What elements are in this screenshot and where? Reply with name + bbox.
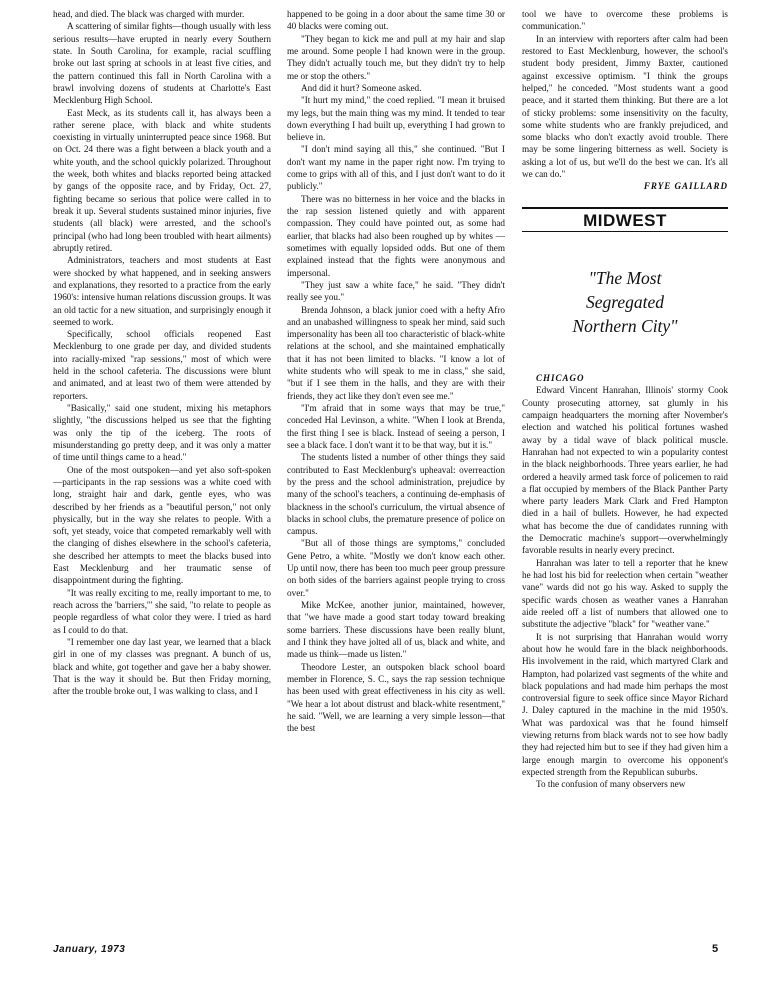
section-title: MIDWEST bbox=[583, 210, 667, 230]
paragraph: "Basically," said one student, mixing his metaphors slightly, "the discussions helped us see that the fighting was only the tip of the iceberg. The roots of misunderstanding go pretty deep, and it was only a matter of time until things came to a head." bbox=[53, 403, 271, 463]
text-column-right bbox=[522, 8, 728, 791]
paragraph: To the confusion of many observers new bbox=[536, 779, 686, 790]
paragraph: It is not surprising that Hanrahan would worry about how he would fare in the black neighborhoods. His involvement in the raid, which martyred Clark and Hampton, had polarized vast segments of the white and black populations and had made him perhaps the most controversial figure to seek office since Mayor Richard J. Daley captured in the machine in the mid 1950's. What was pardoxical was that he found himself viewing returns from black wards not to see how badly they had rejected him but to see if they had given him a large enough margin to overcome his opponent's expected strength from the Republican suburbs. bbox=[522, 631, 728, 777]
paragraph: head, and died. The black was charged with murder. bbox=[53, 9, 245, 19]
paragraph: In an interview with reporters after calm had been restored to East Mecklenburg, however, the school's student body president, Jimmy Baxter, cautioned against excessive optimism. "I think the groups helped," he conceded. "Most students want a good peace, and it started them thinking. But there are a lot of sticky problems: some insensitivity on the faculty, some white students who are frankly prejudiced, and some blacks who don't exactly avoid trouble. There may be some lingering bitterness as well. Society is asking a lot of us, but we'll do the best we can. It's all we can do." bbox=[522, 33, 728, 180]
headline-line: Segregated bbox=[585, 292, 665, 312]
paragraph: "I'm afraid that in some ways that may be true," conceded Hal Levinson, a white. "When I look at Brenda, the first thing I see is black. Instead of seeing a person, I see a black face. I don't want it to be that way, but it is." bbox=[287, 403, 505, 450]
issue-date: January, 1973 bbox=[53, 944, 126, 955]
byline: FRYE GAILLARD bbox=[643, 181, 728, 192]
paragraph: There was no bitterness in her voice and the blacks in the rap session listened quietly and with apparent compassion. They could have pointed out, as some had earlier, that blacks had also been roughed up by whites —sometimes with equally lopsided odds. But one of them explained instead that the fights were anonymous and impersonal. bbox=[287, 193, 505, 278]
paragraph: "It hurt my mind," the coed replied. "I mean it bruised my legs, but the main thing was my mind. It tended to tear down everything I had built up, everything I had grown to believe in. bbox=[287, 95, 505, 143]
paragraph: Brenda Johnson, a black junior coed with a hefty Afro and an unabashed willingness to speak her mind, said such impersonality has been all too characteristic of black-white relations at the school, and she maintained emphatically that it has not been limited to blacks. "I know a lot of white students who will speak to me in class," she said, "but if I see them in the halls, and they are with their friends, they act like they don't even see me." bbox=[287, 304, 505, 401]
paragraph: Hanrahan was later to tell a reporter that he knew he had lost his bid for reelection when certain "weather vane" wards did not go his way. Asked to supply the specific wards chosen as weather vanes a Hanrahan aide reeled off a list of numbers that allowed one to substitute the adjective "black" for "weather vane." bbox=[522, 557, 728, 630]
headline-line: "The Most bbox=[588, 268, 662, 288]
paragraph: "They just saw a white face," he said. "They didn't really see you." bbox=[287, 279, 505, 303]
paragraph: happened to be going in a door about the same time 30 or 40 blacks were coming out. bbox=[287, 9, 505, 32]
article-headline bbox=[522, 266, 728, 338]
text-column-left bbox=[53, 8, 271, 698]
paragraph: Specifically, school officials reopened East Mecklenburg to one grade per day, and divided students into racially-mixed "rap sessions," most of which were held in the school cafeteria. The discussions were blunt and animated, and at least two of them were attended by reporters. bbox=[53, 329, 271, 401]
text-column-middle bbox=[287, 8, 505, 734]
paragraph: East Meck, as its students call it, has always been a rather serene place, with black and white students coexisting in virtually uninterrupted peace since 1968. But on Oct. 24 there was a fight between a black youth and a white youth, and the school quickly polarized. Throughout the week, both whites and blacks reported being attacked by gangs of the opposite race, and by Friday, Oct. 27, fighting became so serious that police were called in to break it up. Several students sustained minor injuries, five students (all black) were arrested, and the school's principal (who had long been troubled with heart ailments) abruptly retired. bbox=[53, 107, 271, 253]
dateline: CHICAGO bbox=[536, 373, 585, 383]
paragraph: The students listed a number of other things they said contributed to East Mecklenburg's upheaval: overreaction by the press and the school administration, prejudice by many of the school's teachers, a continuing de-emphasis of blackness in the school's curriculum, the virtual absence of blacks in school clubs, the premature presence of police on campus. bbox=[287, 452, 505, 537]
page-number: 5 bbox=[712, 943, 719, 955]
paragraph: "I don't mind saying all this," she continued. "But I don't want my name in the paper right now. I'm trying to come to grips with all of this, and I just don't want to do it publicly." bbox=[287, 144, 505, 192]
paragraph: "But all of those things are symptoms," concluded Gene Petro, a white. "Mostly we don't know each other. Up until now, there has been too much peer group pressure on both sides of the barriers against people trying to cross over." bbox=[287, 538, 505, 598]
headline-line: Northern City" bbox=[572, 316, 678, 336]
paragraph: Theodore Lester, an outspoken black school board member in Florence, S. C., says the rap session technique has been used with great effectiveness in his city as well. "We hear a lot about distrust and black-white resentment," he said. "Well, we are learning a very simple lesson—that the best bbox=[287, 661, 505, 734]
article-body bbox=[522, 384, 728, 790]
paragraph: "It was really exciting to me, really important to me, to reach across the 'barriers,'" she said, "to relate to people as people regardless of what color they were. I tried as hard as I could to do that. bbox=[53, 587, 271, 635]
paragraph: A scattering of similar fights—though usually with less serious results—have erupted in nearly every Southern state. In South Carolina, for example, racial scuffling broke out last spring at schools in at least five cities, and the pattern continued this fall in North Carolina with a brawl involving dozens of students at Charlotte's East Mecklenburg High School. bbox=[53, 21, 271, 106]
paragraph: "I remember one day last year, we learned that a black girl in one of my classes was pregnant. A bunch of us, black and white, got together and gave her a baby shower. That is the way it should be. But then Friday morning, after the trouble broke out, I was walking to class, and I bbox=[53, 636, 271, 697]
paragraph: One of the most outspoken—and yet also soft-spoken—participants in the rap sessions was a white coed with long, straight hair and dark, gentle eyes, who was described by her friends as a "beautiful person," not only physically, but in the way she relates to people. With a soft, yet steady, voice that competed remarkably well with the clanging of dishes elsewhere in the school's cafeteria, she described her attempts to meet the blacks bused into East Mecklenburg and her traumatic sense of disappointment during the fighting. bbox=[53, 464, 271, 586]
paragraph: Edward Vincent Hanrahan, Illinois' stormy Cook County prosecuting attorney, sat glumly in his campaign headquarters the morning after November's election and watched his political fortunes washed away by a tidal wave of black political muscle. Hanrahan had not expected to win a popularity contest in the black neighborhoods. Three years earlier, he had ordered a heavily armed task force of policemen to raid a flat occupied by members of the Black Panther Party where party leaders Mark Clark and Fred Hampton died in a hail of bullets. However, he had expected what has become the due of candidates running with the Democratic machine's support—overwhelmingly favorable results in nearly every precinct. bbox=[522, 385, 728, 556]
paragraph: Mike McKee, another junior, maintained, however, that "we have made a good start today toward breaking some barriers. These discussions have been really blunt, and I think they have jolted all of us, black and white, and made us think—made us listen." bbox=[287, 600, 505, 660]
paragraph: "They began to kick me and pull at my hair and slap me around. Some people I had known were in the group. They didn't actually touch me, but they didn't try to help me or stop the others." bbox=[287, 33, 505, 81]
paragraph: Administrators, teachers and most students at East were shocked by what happened, and in seeking answers and explanations, they resorted to a practice from the early 1960's: intensive human relations discussion groups. It was an old tactic for a new situation, and surprisingly enough it seemed to work. bbox=[53, 255, 271, 327]
article-continuation bbox=[522, 8, 728, 180]
paragraph: And did it hurt? Someone asked. bbox=[301, 82, 422, 93]
section-rule-bottom bbox=[522, 231, 728, 232]
paragraph: tool we have to overcome these problems is communication." bbox=[522, 9, 728, 32]
